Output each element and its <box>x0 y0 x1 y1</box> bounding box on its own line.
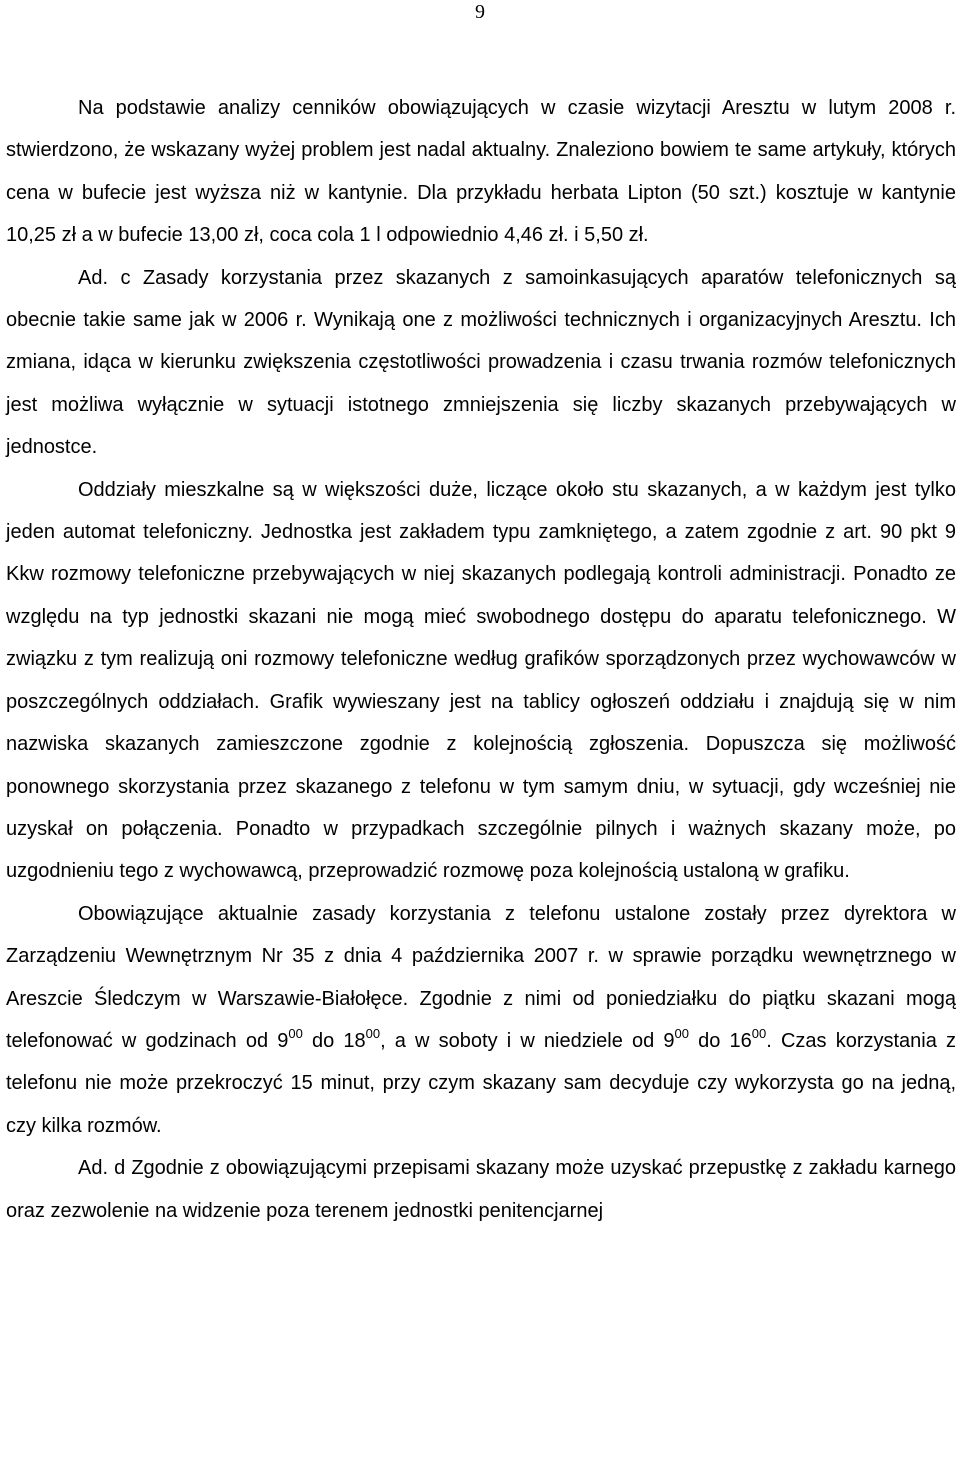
text-segment: Obowiązujące aktualnie zasady korzystania z telefonu ustalone zostały przez dyrektora w Zarządzeniu Wewnętrznym Nr 35 z dnia 4 października 2007 r. w sprawie porządku wewnętrznego w Areszcie Śledczym w Warszawie-Białołęce. Zgodnie z nimi od poniedziałku do piątku skazani mogą telefonować w godzinach od 9 <box>6 902 956 1052</box>
superscript: 00 <box>751 1025 767 1041</box>
superscript: 00 <box>674 1025 689 1041</box>
paragraph-cennik: Na podstawie analizy cenników obowiązujących w czasie wizytacji Aresztu w lutym 2008 r. stwierdzono, że wskazany wyżej problem jest nadal aktualny. Znaleziono bowiem te same artykuły, których cena w bufecie jest wyższa niż w kantynie. Dla przykładu herbata Lipton (50 szt.) kosztuje w kantynie 10,25 zł a w bufecie 13,00 zł, coca cola 1 l odpowiednio 4,46 zł. i 5,50 zł. <box>6 97 956 247</box>
text-segment: , a w soboty i w niedziele od 9 <box>380 1029 675 1052</box>
paragraph-ad-c: Ad. c Zasady korzystania przez skazanych z samoinkasujących aparatów telefonicznych są obecnie takie same jak w 2006 r. Wynikają one z możliwości technicznych i organizacyjnych Aresztu. Ich zmiana, idąca w kierunku zwiększenia częstotliwości prowadzenia i czasu trwania rozmów telefonicznych jest możliwa wyłącznie w sytuacji istotnego zmniejszenia się liczby skazanych przebywających w jednostce. <box>6 266 956 459</box>
superscript: 00 <box>365 1025 381 1041</box>
document-body <box>6 87 956 1232</box>
text-segment: do 18 <box>302 1029 366 1052</box>
paragraph-zasady-telefonu <box>6 893 956 1147</box>
text-segment: do 16 <box>689 1029 752 1052</box>
text-segment: . Czas korzystania z telefonu nie może przekroczyć 15 minut, przy czym skazany sam decyduje czy wykorzysta go na jedną, czy kilka rozmów. <box>6 1029 956 1137</box>
superscript: 00 <box>288 1025 303 1041</box>
paragraph-oddzialy: Oddziały mieszkalne są w większości duże, liczące około stu skazanych, a w każdym jest tylko jeden automat telefoniczny. Jednostka jest zakładem typu zamkniętego, a zatem zgodnie z art. 90 pkt 9 Kkw rozmowy telefoniczne przebywających w niej skazanych podlegają kontroli administracji. Ponadto ze względu na typ jednostki skazani nie mogą mieć swobodnego dostępu do aparatu telefonicznego. W związku z tym realizują oni rozmowy telefoniczne według grafików sporządzonych przez wychowawców w poszczególnych oddziałach. Grafik wywieszany jest na tablicy ogłoszeń oddziału i znajdują się w nim nazwiska skazanych zamieszczone zgodnie z kolejnością zgłoszenia. Dopuszcza się możliwość ponownego skorzystania przez skazanego z telefonu w tym samym dniu, w sytuacji, gdy wcześniej nie uzyskał on połączenia. Ponadto w przypadkach szczególnie pilnych i ważnych skazany może, po uzgodnieniu tego z wychowawcą, przeprowadzić rozmowę poza kolejnością ustaloną w grafiku. <box>6 478 956 883</box>
paragraph-ad-d: Ad. d Zgodnie z obowiązującymi przepisami skazany może uzyskać przepustkę z zakładu karnego oraz zezwolenie na widzenie poza terenem jednostki penitencjarnej <box>6 1157 956 1222</box>
page-number: 9 <box>475 1 485 23</box>
